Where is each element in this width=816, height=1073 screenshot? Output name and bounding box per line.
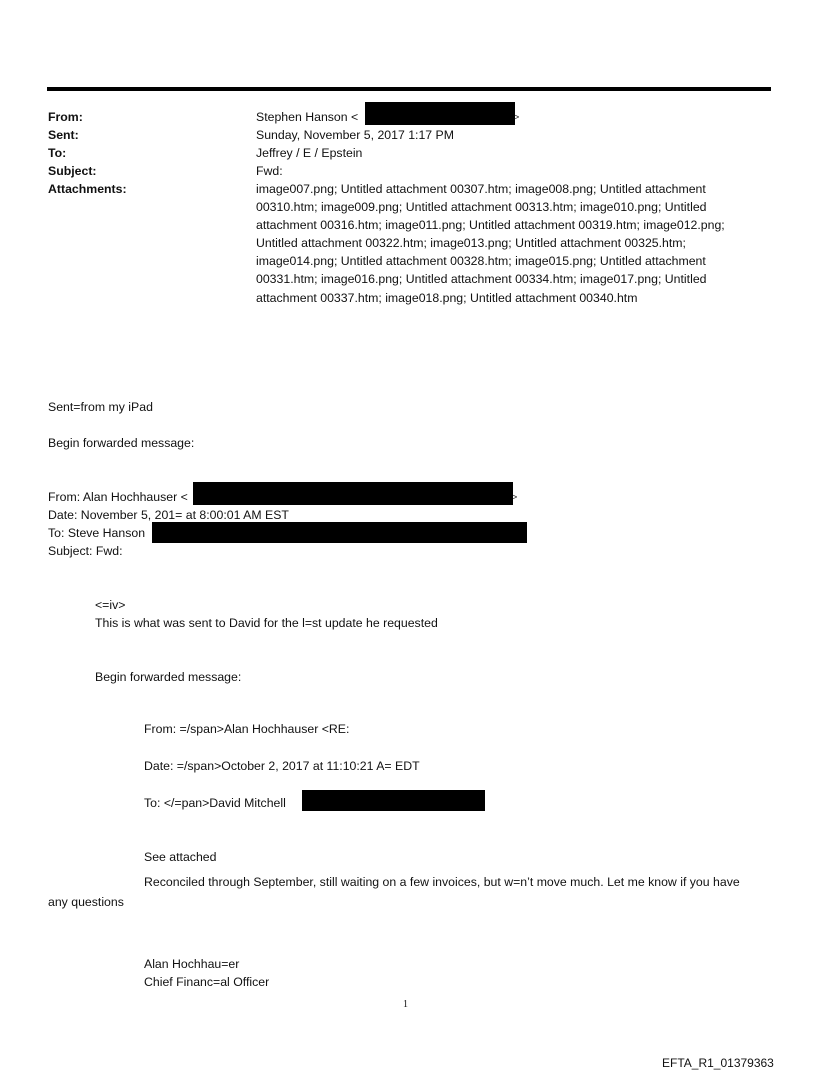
to-value: Jeffrey / E / Epstein [256, 146, 363, 160]
reconciled-paragraph: Reconciled through September, still waiting on a few invoices, but w=n’t move much. Let me know if you have any questions [48, 875, 740, 909]
begin-forwarded-2: Begin forwarded message: [95, 670, 242, 684]
fwd2-from: From: =/span>Alan Hochhauser <RE: [144, 722, 350, 736]
see-attached: See attached [144, 850, 217, 864]
fwd1-subject: Subject: Fwd: [48, 544, 123, 558]
sent-value: Sunday, November 5, 2017 1:17 PM [256, 128, 455, 142]
fwd2-to: To: </=pan>David Mitchell [144, 796, 286, 810]
attachments-list: image007.png; Untitled attachment 00307.htm; image008.png; Untitled attachment 00310.htm; image009.png; Untitled attachment 00313.htm; image010.png; Untitled attachment 00316.htm; image011.png; Untitled attachment 00319.htm; image012.png; Untitled attachment 00322.htm; image013.png; Untitled attachment 00325.htm; image014.png; Untitled attachment 00328.htm; image015.png; Untitled attachment 00331.htm; image016.png; Untitled attachment 00334.htm; image017.png; Untitled attachment 00337.htm; image018.png; Untitled attachment 00340.htm [256, 182, 725, 305]
redaction-bar [365, 102, 515, 125]
redaction-bar [193, 482, 513, 505]
fwd1-from: From: Alan Hochhauser < [48, 490, 188, 504]
div-tag-text: <=iv> [95, 598, 126, 612]
sent-label: Sent: [48, 128, 79, 142]
from-value [256, 108, 358, 126]
fwd1-date: Date: November 5, 201= at 8:00:01 AM EST [48, 508, 289, 522]
redaction-bar [152, 522, 527, 543]
forward-note: This is what was sent to David for the l=st update he requested [95, 616, 438, 630]
sent-from-line: Sent=from my iPad [48, 400, 153, 414]
subject-value: Fwd: [256, 164, 283, 178]
to-label: To: [48, 146, 67, 160]
signature-title: Chief Financ=al Officer [144, 975, 270, 989]
fwd1-to: To: Steve Hanson [48, 526, 146, 540]
from-bracket-end: > [514, 112, 520, 122]
subject-label: Subject: [48, 164, 97, 178]
fwd1-from-bracket-end: > [512, 492, 518, 502]
from-name: Stephen Hanson < [256, 110, 359, 124]
fwd2-date: Date: =/span>October 2, 2017 at 11:10:21 A= EDT [144, 759, 420, 773]
top-rule [47, 87, 771, 91]
signature-name: Alan Hochhau=er [144, 957, 240, 971]
from-label: From: [48, 110, 83, 124]
page-number: 1 [403, 999, 408, 1010]
attachments-label: Attachments: [48, 182, 127, 196]
bates-number: EFTA_R1_01379363 [662, 1056, 774, 1070]
redaction-bar [302, 790, 485, 811]
begin-forwarded-1: Begin forwarded message: [48, 436, 195, 450]
